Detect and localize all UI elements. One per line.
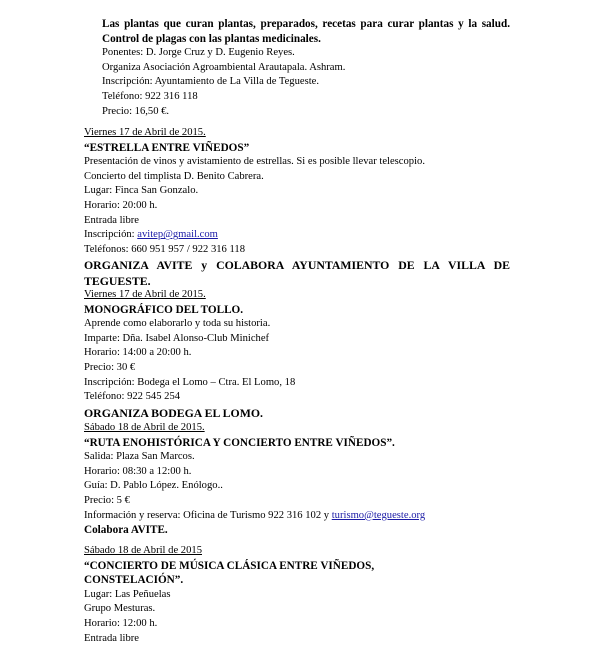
event-group: Grupo Mesturas. <box>84 603 156 615</box>
event-schedule: Horario: 20:00 h. <box>84 199 158 211</box>
event-concierto-musica-clasica <box>84 544 510 646</box>
event-inscription <box>84 228 510 243</box>
event-date: Sábado 18 de Abril de 2015 <box>84 545 202 556</box>
event-date: Viernes 17 de Abril de 2015. <box>84 289 206 300</box>
event-title-cont: CONSTELACIÓN”. <box>84 574 184 587</box>
email-link[interactable]: avitep@gmail.com <box>137 229 218 241</box>
intro-title: Las plantas que curan plantas, preparados, recetas para curar plantas y la salud. Control de plagas con las plantas medicinales. <box>102 18 510 45</box>
event-concert: Concierto del timplista D. Benito Cabrera. <box>84 170 264 182</box>
event-price: Precio: 5 € <box>84 494 130 506</box>
event-inscription: Inscripción: Bodega el Lomo – Ctra. El Lomo, 18 <box>84 376 296 388</box>
event-departure: Salida: Plaza San Marcos. <box>84 451 195 463</box>
event-entry: Entrada libre <box>84 632 140 644</box>
intro-organizer: Organiza Asociación Agroambiental Arautapala. Ashram. <box>102 61 346 73</box>
event-date: Sábado 18 de Abril de 2015. <box>84 422 205 433</box>
event-info <box>84 509 510 524</box>
event-title: “CONCIERTO DE MÚSICA CLÁSICA ENTRE VIÑEDOS, <box>84 559 375 572</box>
event-organizer: ORGANIZA BODEGA EL LOMO. <box>84 405 263 420</box>
event-schedule: Horario: 14:00 a 20:00 h. <box>84 347 192 359</box>
email-link[interactable]: turismo@tegueste.org <box>331 509 426 521</box>
event-price: Precio: 30 € <box>84 361 136 373</box>
event-title: MONOGRÁFICO DEL TOLLO. <box>84 303 244 316</box>
event-ruta-enohistorica <box>84 421 510 538</box>
event-guide: Guía: D. Pablo López. Enólogo.. <box>84 480 223 492</box>
event-location: Lugar: Las Peñuelas <box>84 588 171 600</box>
event-monografico-tollo <box>84 288 510 421</box>
event-schedule: Horario: 08:30 a 12:00 h. <box>84 465 192 477</box>
intro-phone: Teléfono: 922 316 118 <box>102 90 198 102</box>
inscription-label: Inscripción: <box>84 229 138 241</box>
event-title: “ESTRELLA ENTRE VIÑEDOS” <box>84 141 250 154</box>
info-label: Información y reserva: Oficina de Turismo 922 316 102 y <box>84 509 332 521</box>
event-entry: Entrada libre <box>84 214 140 226</box>
event-organizer: ORGANIZA AVITE y COLABORA AYUNTAMIENTO DE LA VILLA DE TEGUESTE. <box>84 258 510 289</box>
event-collab: Colabora AVITE. <box>84 524 168 537</box>
event-date: Viernes 17 de Abril de 2015. <box>84 127 206 138</box>
intro-price: Precio: 16,50 €. <box>102 105 170 117</box>
event-instructor: Imparte: Dña. Isabel Alonso-Club Minichef <box>84 332 270 344</box>
event-description: Aprende como elaborarlo y toda su historia. <box>84 318 271 330</box>
event-estrella-entre-vinedos <box>84 126 510 289</box>
event-location: Lugar: Finca San Gonzalo. <box>84 185 199 197</box>
intro-section <box>102 17 510 119</box>
intro-speakers: Ponentes: D. Jorge Cruz y D. Eugenio Reyes. <box>102 47 295 59</box>
intro-inscription: Inscripción: Ayuntamiento de La Villa de Tegueste. <box>102 76 320 88</box>
event-description: Presentación de vinos y avistamiento de estrellas. Si es posible llevar telescopio. <box>84 156 425 168</box>
event-phone: Teléfono: 922 545 254 <box>84 391 181 403</box>
event-schedule: Horario: 12:00 h. <box>84 617 158 629</box>
event-phones: Teléfonos: 660 951 957 / 922 316 118 <box>84 243 245 255</box>
event-title: “RUTA ENOHISTÓRICA Y CONCIERTO ENTRE VIÑEDOS”. <box>84 436 395 449</box>
